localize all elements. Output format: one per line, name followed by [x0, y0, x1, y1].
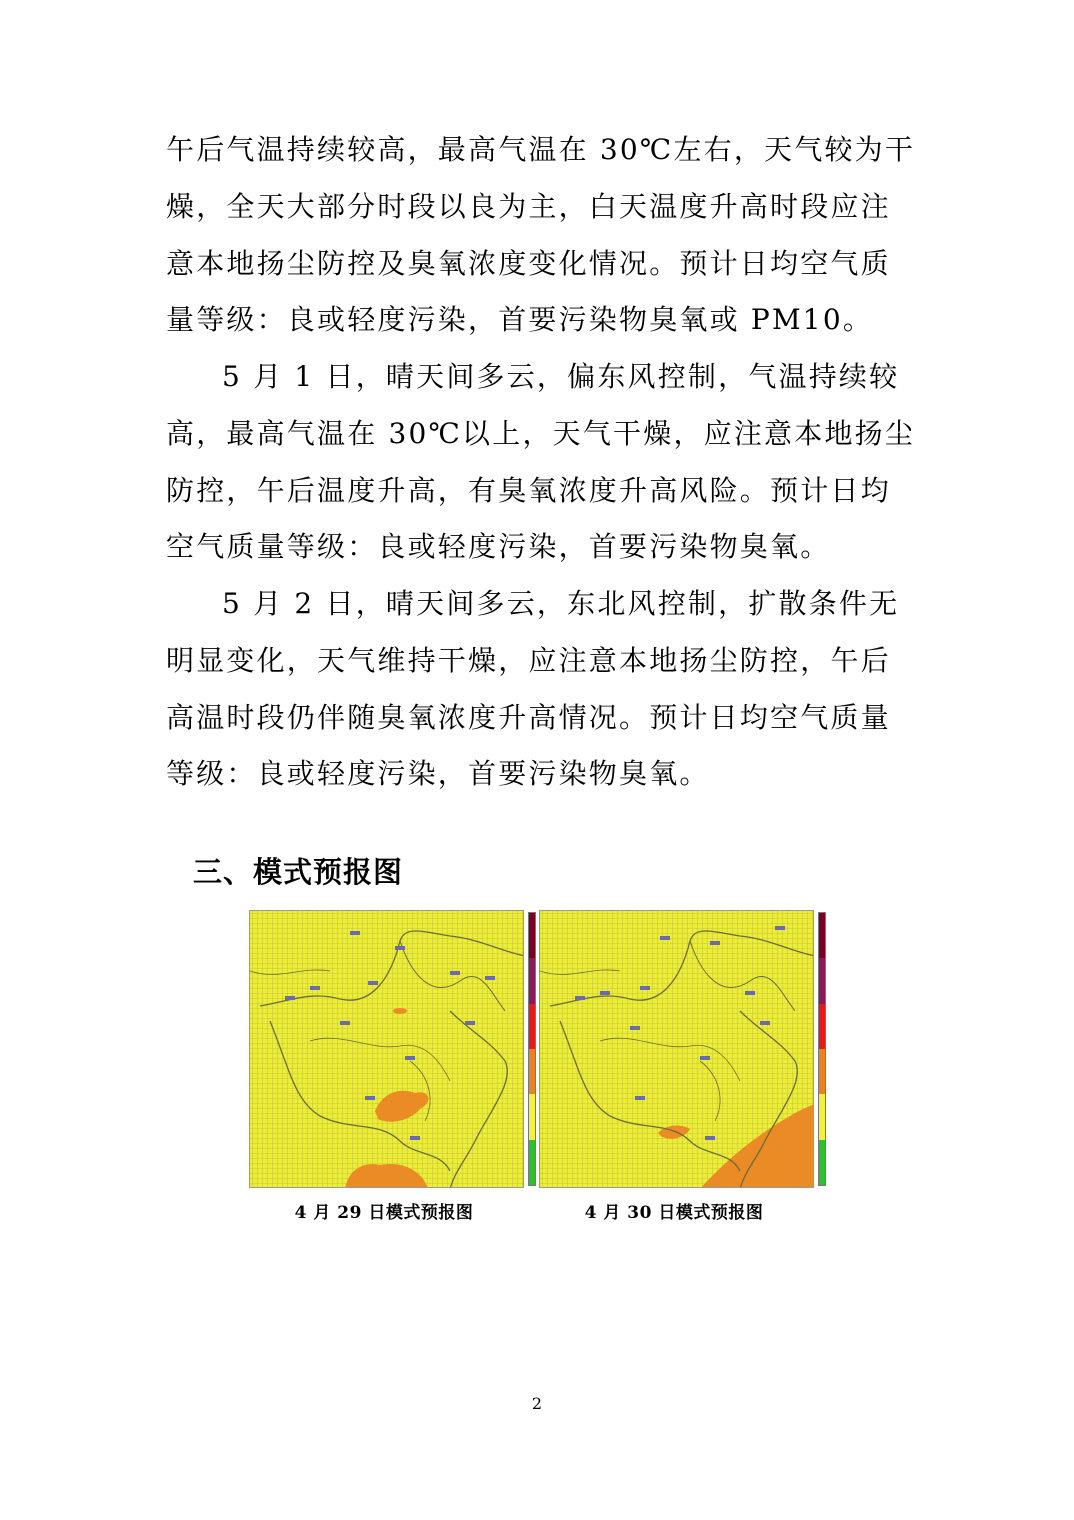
scale-segment [819, 958, 825, 1003]
scale-segment [819, 913, 825, 958]
scale-segment [819, 1004, 825, 1049]
color-scale-bar-apr29 [528, 912, 536, 1186]
scale-segment [529, 1004, 535, 1049]
scale-segment [529, 1049, 535, 1094]
scale-segment [819, 1094, 825, 1139]
section-heading: 三、模式预报图 [193, 855, 404, 889]
scale-segment [529, 1140, 535, 1185]
color-scale-bar-apr30 [818, 912, 826, 1186]
paragraph-2: 5 月 1 日，晴天间多云，偏东风控制，气温持续较高，最高气温在 30℃以上，天气干燥，应注意本地扬尘防控，午后温度升高，有臭氧浓度升高风险。预计日均空气质量等级：良或轻度污染，首要污染物臭氧。 [166, 360, 916, 564]
scale-segment [529, 1094, 535, 1139]
scale-segment [819, 1140, 825, 1185]
paragraph-1: 午后气温持续较高，最高气温在 30℃左右，天气较为干燥，全天大部分时段以良为主，白天温度升高时段应注意本地扬尘防控及臭氧浓度变化情况。预计日均空气质量等级：良或轻度污染，首要污染物臭氧或 PM10。 [166, 133, 916, 337]
figure-caption-apr29: 4 月 29 日模式预报图 [294, 1203, 474, 1223]
page-number: 2 [531, 1394, 543, 1413]
forecast-map-apr29-icon [249, 910, 524, 1188]
forecast-map-apr30-icon [539, 910, 814, 1188]
scale-segment [529, 958, 535, 1003]
forecast-figure-apr30 [539, 910, 829, 1190]
paragraph-3: 5 月 2 日，晴天间多云，东北风控制，扩散条件无明显变化，天气维持干燥，应注意本地扬尘防控，午后高温时段仍伴随臭氧浓度升高情况。预计日均空气质量等级：良或轻度污染，首要污染物臭氧。 [166, 587, 900, 791]
scale-segment [529, 913, 535, 958]
figure-caption-apr30: 4 月 30 日模式预报图 [584, 1203, 764, 1223]
forecast-figure-apr29 [249, 910, 539, 1190]
scale-segment [819, 1049, 825, 1094]
